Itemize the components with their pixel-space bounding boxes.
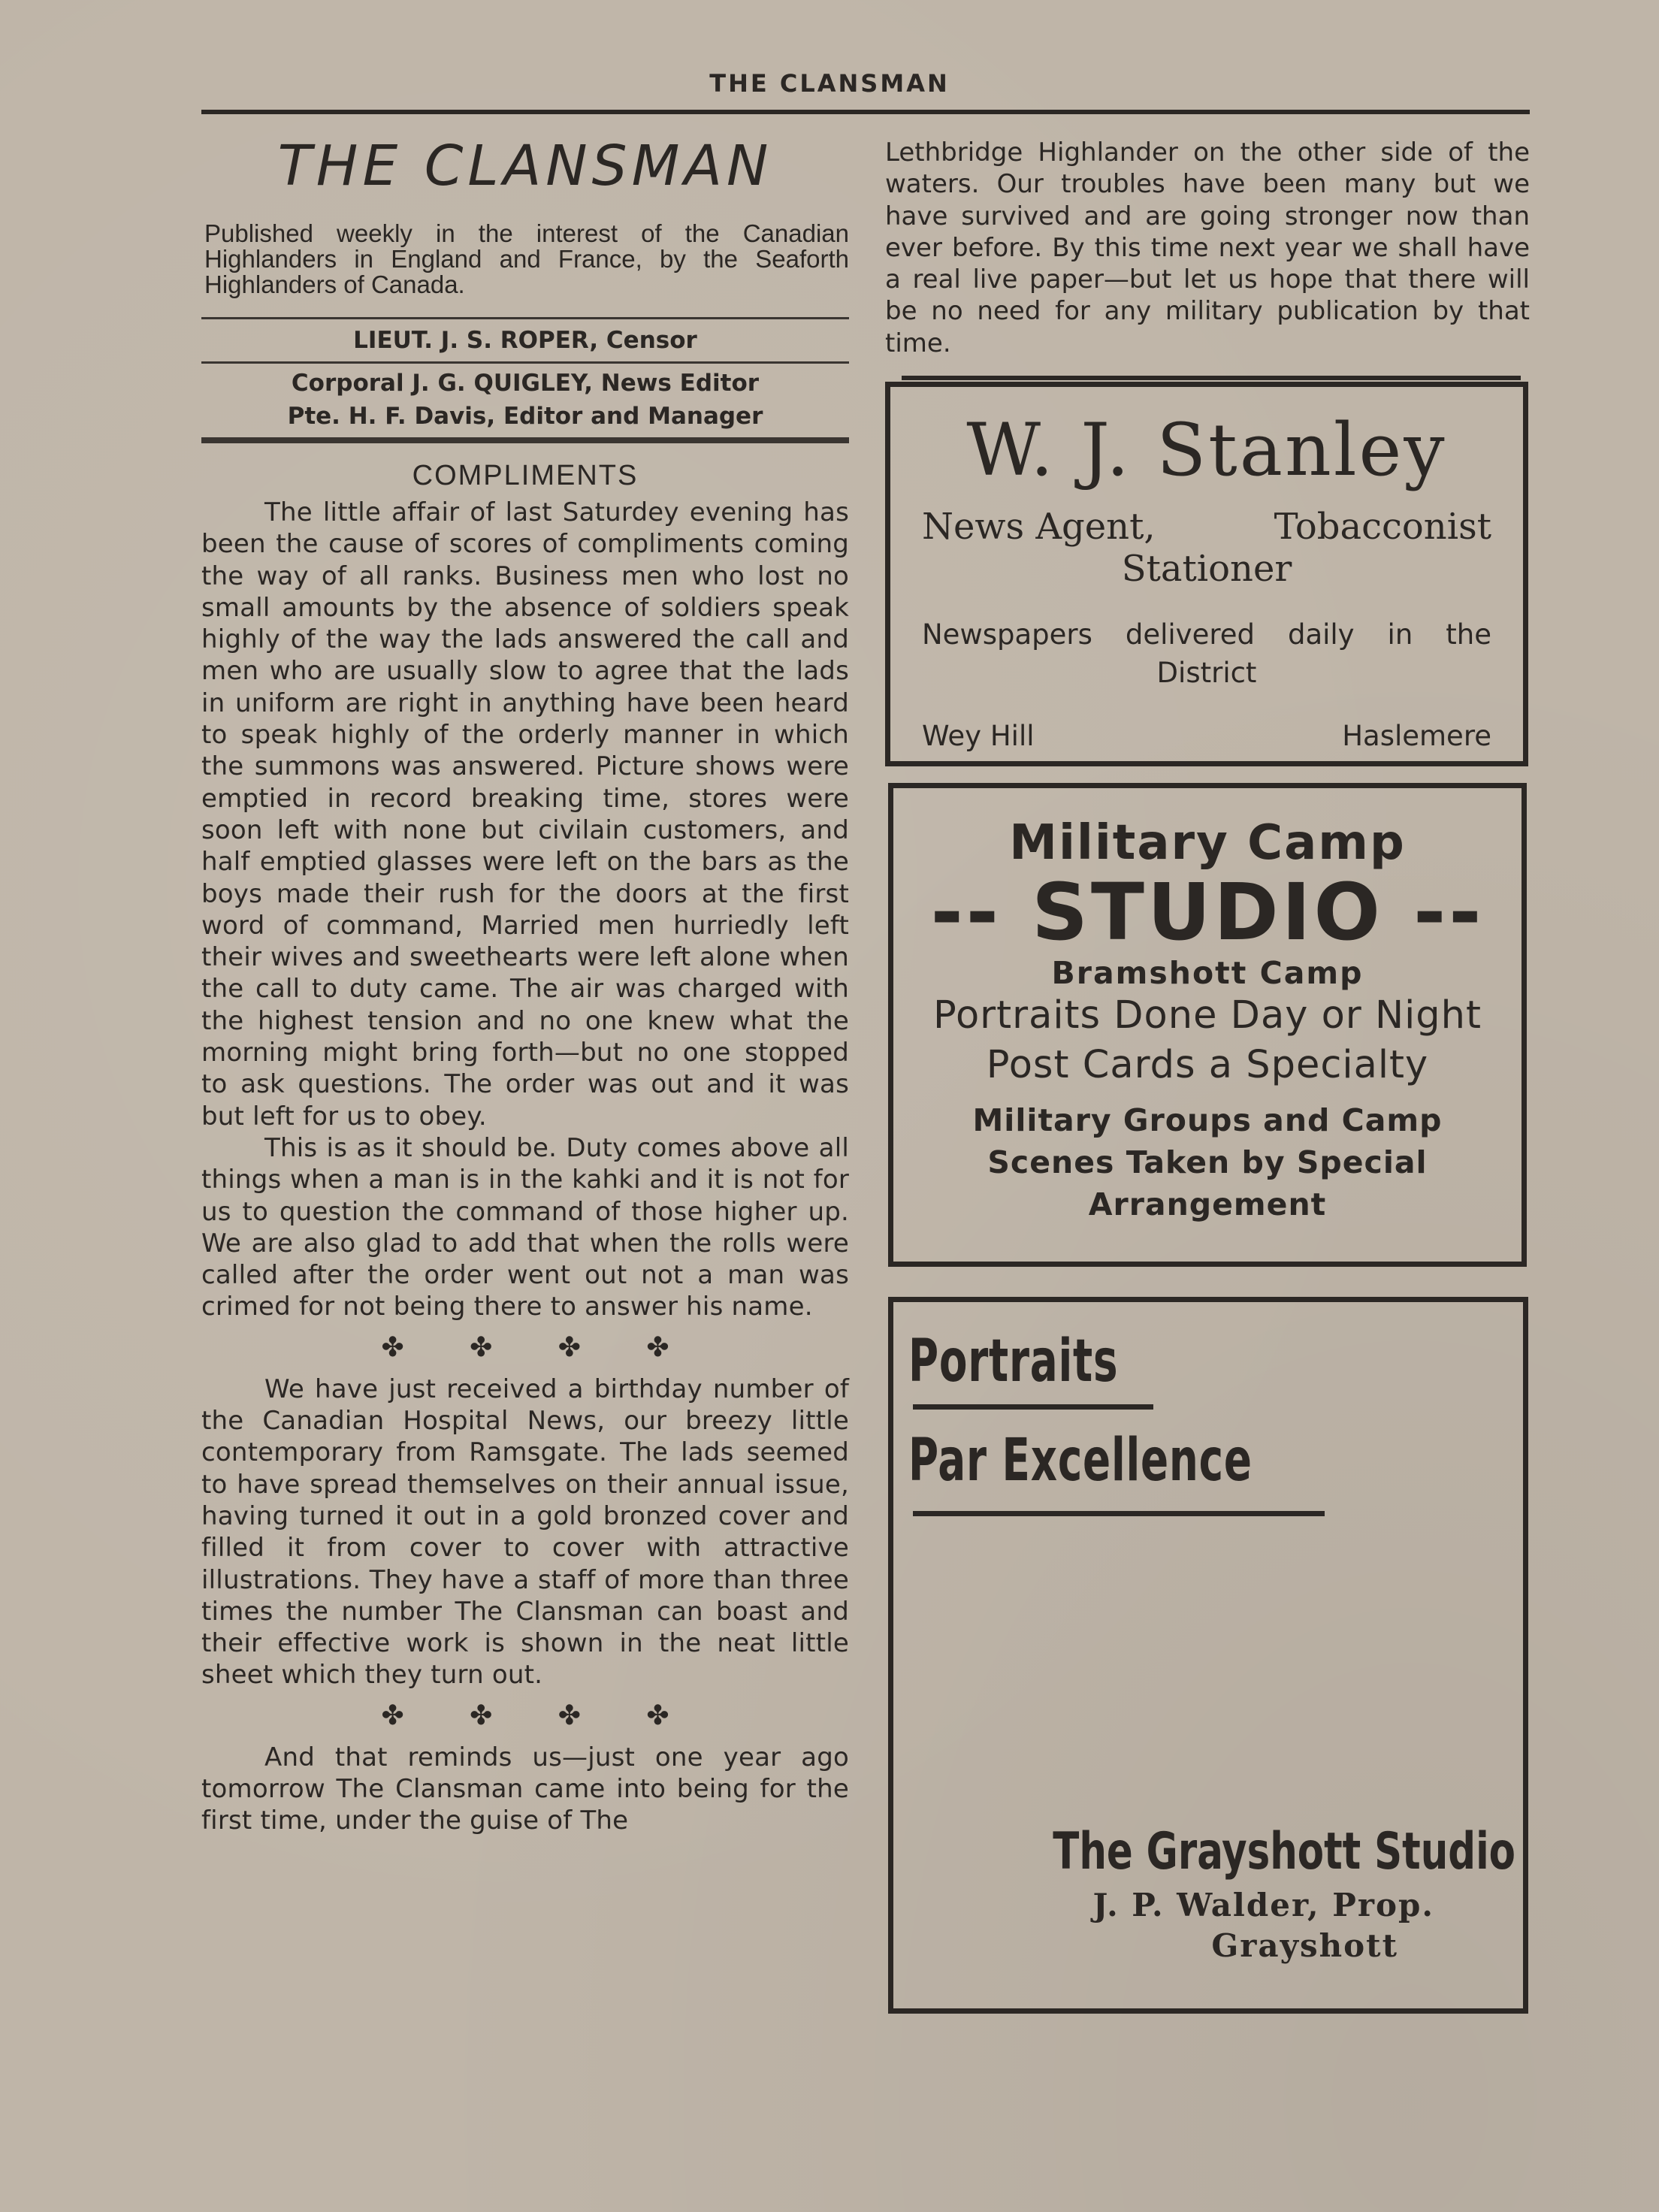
ad-trade: Tobacconist <box>1274 506 1491 548</box>
paragraph: We have just received a birthday number of the Canadian Hospital News, our breezy little contemporary from Ramsgate. The lads seemed to have spread themselves on their annual issue, having turned it out in a gold bronzed cover and filled it from cover to cover with attractive illustrations. They have a staff of more than three times the number The Clansman can boast and their effective work is shown in the neat little sheet which they turn out. <box>201 1373 849 1691</box>
ad-business-name: W. J. Stanley <box>966 408 1447 492</box>
fleuron-ornament: ✤ ✤ ✤ ✤ <box>381 1700 698 1731</box>
paragraph: This is as it should be. Duty comes above all things when a man is in the kahki and it is not for us to question the command of those higher up. We are also glad to add that when the rolls were called after the order went out not a man was crimed for not being there to answer his name. <box>201 1132 849 1322</box>
right-column <box>885 128 1530 380</box>
ad-address-street: Wey Hill <box>922 720 1035 752</box>
stanley-advertisement <box>885 382 1528 766</box>
ad-offer: Military Groups and Camp <box>972 1102 1443 1138</box>
staff-editor: Pte. H. F. Davis, Editor and Manager <box>287 403 763 430</box>
paragraph: And that reminds us—just one year ago tomorrow The Clansman came into being for the first time, under the guise of The <box>201 1742 849 1836</box>
ad-offer: Post Cards a Specialty <box>986 1043 1429 1087</box>
ad-location: Bramshott Camp <box>1051 955 1364 991</box>
staff-censor: LIEUT. J. S. ROPER, Censor <box>353 327 697 354</box>
ad-word: daily <box>1287 618 1355 651</box>
grayshott-advertisement <box>888 1297 1528 2014</box>
divider <box>902 376 1521 380</box>
ad-business-name: The Grayshott Studio <box>1053 1822 1515 1881</box>
paragraph: The little affair of last Saturdey evening has been the cause of scores of compliments coming the way of all ranks. Business men who lost no small amounts by the absence of soldiers speak highly of the way the lads answered the call and men who are usually slow to agree that the lads in uniform are right in anything have been heard to speak highly of the orderly manner in which the summons was answered. Picture shows were emptied in record breaking time, stores were soon left with none but civilain customers, and half emptied glasses were left on the bars as the boys made their rush for the doors at the first word of command, Married men hurriedly left their wives and sweethearts were left alone when the call to duty came. The air was charged with the highest tension and no one knew what the morning might bring forth—but no one stopped to ask questions. The order was out and it was but left for us to obey. <box>201 497 849 1132</box>
article-title: COMPLIMENTS <box>412 460 639 491</box>
ad-word: in <box>1387 618 1413 651</box>
staff-news-editor: Corporal J. G. QUIGLEY, News Editor <box>291 370 760 397</box>
ad-address-town: Haslemere <box>1342 720 1491 752</box>
ad-proprietor: J. P. Walder, Prop. <box>1092 1887 1434 1923</box>
ad-delivery-line <box>890 618 1523 651</box>
ad-offer: Portraits Done Day or Night <box>933 993 1482 1038</box>
ad-offer: Scenes Taken by Special <box>987 1144 1428 1180</box>
article-body <box>201 497 849 1837</box>
divider <box>201 361 849 364</box>
publication-note: Published weekly in the interest of the Canadian Highlanders in England and France, by the Seaforth Highlanders of Canada. <box>204 219 849 298</box>
ad-town: Grayshott <box>1211 1927 1398 1964</box>
ad-heading: Military Camp <box>1009 815 1406 871</box>
ad-offer: Arrangement <box>1088 1186 1327 1222</box>
fleuron-ornament: ✤ ✤ ✤ ✤ <box>381 1331 698 1363</box>
ad-heading: Portraits <box>908 1328 1119 1395</box>
ad-word: the <box>1446 618 1491 651</box>
underline <box>913 1404 1153 1410</box>
ad-word: delivered <box>1125 618 1255 651</box>
ad-word: District <box>1156 657 1257 689</box>
double-divider <box>201 437 849 443</box>
ad-address <box>922 720 1491 752</box>
ad-trade: Stationer <box>1121 548 1292 590</box>
studio-advertisement <box>888 783 1527 1267</box>
running-head: THE CLANSMAN <box>709 69 950 98</box>
masthead-title: THE CLANSMAN <box>277 134 773 198</box>
left-column <box>201 128 849 1837</box>
article-continuation: Lethbridge Highlander on the other side of the waters. Our troubles have been many but we have survived and are going stronger now than ever before. By this time next year we shall have a real live paper—but let us hope that there will be no need for any military publication by that time. <box>885 137 1530 358</box>
ad-heading: Par Excellence <box>908 1427 1253 1494</box>
ad-trades <box>890 506 1523 548</box>
underline <box>913 1511 1325 1516</box>
ad-trade: News Agent, <box>922 506 1156 548</box>
header-rule <box>201 110 1530 114</box>
ad-title: -- STUDIO -- <box>930 866 1485 958</box>
ad-word: Newspapers <box>922 618 1092 651</box>
divider <box>201 317 849 319</box>
